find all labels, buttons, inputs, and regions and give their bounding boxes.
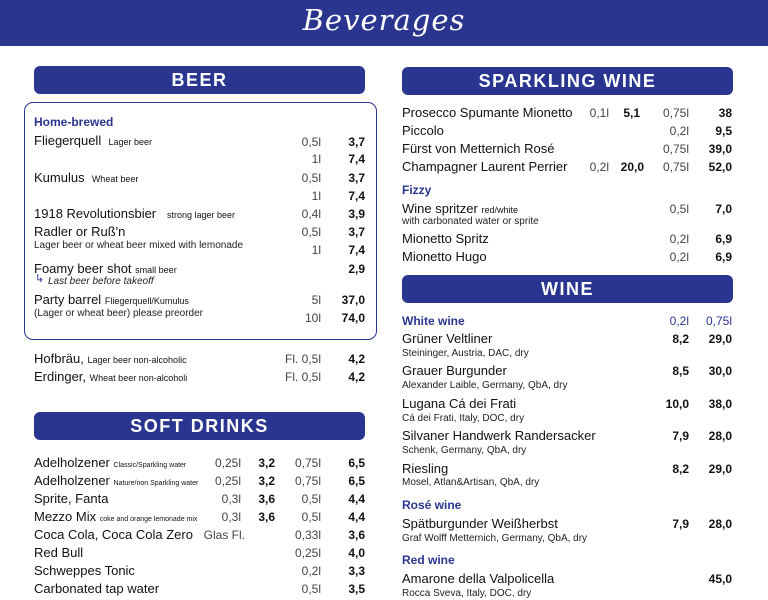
menu-item-name: Grauer Burgunder — [402, 363, 507, 378]
price: 4,0 — [348, 546, 365, 560]
volume: 1l — [311, 189, 321, 203]
volume: 0,75l — [294, 474, 321, 488]
menu-item-name: Coca Cola, Coca Cola Zero — [34, 527, 193, 542]
price: 7,9 — [672, 429, 689, 443]
price: 3,7 — [348, 225, 365, 239]
volume: 0,3l — [221, 492, 241, 506]
menu-item-name: Party barrel Fliegerquell/Kumulus — [34, 292, 189, 307]
price: 4,2 — [348, 370, 365, 384]
price: 38 — [718, 106, 732, 120]
menu-item-description: Cá dei Frati, Italy, DOC, dry — [402, 413, 525, 424]
volume: Glas Fl. — [203, 528, 245, 542]
rose-wine-label: Rosé wine — [402, 498, 462, 512]
menu-item-description: Rocca Sveva, Italy, DOC, dry — [402, 588, 532, 599]
price: 6,5 — [348, 474, 365, 488]
price: 7,9 — [672, 517, 689, 531]
menu-item-name: Adelholzener Classic/Sparkling water — [34, 455, 187, 470]
menu-item-description: Schenk, Germany, QbA, dry — [402, 445, 527, 456]
price: 8,2 — [672, 462, 689, 476]
price: 7,4 — [348, 243, 365, 257]
volume: 0,5l — [301, 225, 321, 239]
volume: 0,25l — [294, 546, 321, 560]
volume: 0,75l — [662, 106, 689, 120]
price: 6,5 — [348, 456, 365, 470]
volume: 0,75l — [294, 456, 321, 470]
volume: Fl. 0,5l — [284, 352, 321, 366]
price: 3,3 — [348, 564, 365, 578]
volume: 10l — [304, 311, 321, 325]
menu-item-name: Adelholzener Nature/non Sparkling water — [34, 473, 199, 488]
menu-item-description: Steininger, Austria, DAC, dry — [402, 348, 529, 359]
price: 2,9 — [348, 262, 365, 276]
price: 52,0 — [708, 160, 732, 174]
menu-item-name: Hofbräu, Lager beer non-alcoholic — [34, 351, 187, 366]
menu-item-description: Last beer before takeoff — [48, 276, 154, 287]
menu-item-name: Mionetto Hugo — [402, 249, 487, 264]
menu-item-name: Fürst von Metternich Rosé — [402, 141, 555, 156]
volume: 5l — [311, 293, 321, 307]
price: 3,7 — [348, 171, 365, 185]
price: 6,9 — [715, 232, 732, 246]
white-wine-label: White wine — [402, 314, 465, 328]
menu-item-name: Grüner Veltliner — [402, 331, 493, 346]
volume: 0,5l — [301, 510, 321, 524]
price: 3,6 — [258, 492, 275, 506]
menu-item-description: Lager beer or wheat beer mixed with lemonade — [34, 240, 244, 251]
menu-item-name: Carbonated tap water — [34, 581, 160, 596]
volume: 1l — [311, 243, 321, 257]
page-title: Beverages — [302, 3, 466, 37]
menu-item-description: with carbonated water or sprite — [402, 216, 539, 227]
volume: 0,2l — [589, 160, 609, 174]
menu-item-name: Red Bull — [34, 545, 84, 560]
price: 45,0 — [708, 572, 732, 586]
column-volume: 0,2l — [669, 314, 689, 328]
volume: 0,5l — [301, 492, 321, 506]
price: 3,7 — [348, 135, 365, 149]
menu-item-description: Graf Wolff Metternich, Germany, QbA, dry — [402, 533, 588, 544]
menu-item-name: Piccolo — [402, 123, 444, 138]
sparkling-wine-section-header: SPARKLING WINE — [402, 67, 733, 95]
price: 7,4 — [348, 189, 365, 203]
price: 37,0 — [341, 293, 365, 307]
menu-item-name: Champagner Laurent Perrier — [402, 159, 568, 174]
volume: 0,2l — [301, 564, 321, 578]
menu-item-name: Erdinger, Wheat beer non-alcoholi — [34, 369, 188, 384]
beer-section-header: BEER — [34, 66, 365, 94]
menu-item-name: 1918 Revolutionsbier strong lager beer — [34, 206, 236, 221]
volume: 0,5l — [301, 582, 321, 596]
menu-item-name: Mionetto Spritz — [402, 231, 489, 246]
price: 6,9 — [715, 250, 732, 264]
volume: 0,5l — [669, 202, 689, 216]
price: 10,0 — [665, 397, 689, 411]
volume: 0,75l — [662, 160, 689, 174]
soft-drinks-section-header: SOFT DRINKS — [34, 412, 365, 440]
price: 8,5 — [672, 364, 689, 378]
volume: 0,75l — [662, 142, 689, 156]
menu-item-name: Amarone della Valpolicella — [402, 571, 555, 586]
menu-item-name: Mezzo Mix coke and orange lemonade mix — [34, 509, 198, 524]
price: 29,0 — [708, 332, 732, 346]
price: 4,4 — [348, 510, 365, 524]
price: 39,0 — [708, 142, 732, 156]
price: 3,5 — [348, 582, 365, 596]
volume: 0,3l — [221, 510, 241, 524]
price: 3,6 — [258, 510, 275, 524]
volume: 0,2l — [669, 250, 689, 264]
menu-item-name: Riesling — [402, 461, 449, 476]
price: 29,0 — [708, 462, 732, 476]
volume: 1l — [311, 152, 321, 166]
volume: 0,2l — [669, 124, 689, 138]
price: 4,4 — [348, 492, 365, 506]
volume: 0,2l — [669, 232, 689, 246]
price: 3,9 — [348, 207, 365, 221]
menu-item-name: Lugana Cá dei Frati — [402, 396, 517, 411]
price: 3,2 — [258, 474, 275, 488]
volume: 0,25l — [214, 474, 241, 488]
menu-item-name: Schweppes Tonic — [34, 563, 135, 578]
red-wine-label: Red wine — [402, 553, 455, 567]
menu-item-name: Silvaner Handwerk Randersacker — [402, 428, 596, 443]
price: 38,0 — [708, 397, 732, 411]
menu-item-name: Wine spritzer red/white — [402, 201, 519, 216]
price: 7,0 — [715, 202, 732, 216]
volume: 0,4l — [301, 207, 321, 221]
price: 74,0 — [341, 311, 365, 325]
price: 28,0 — [708, 429, 732, 443]
volume: 0,25l — [214, 456, 241, 470]
volume: 0,5l — [301, 135, 321, 149]
price: 9,5 — [715, 124, 732, 138]
price: 5,1 — [623, 106, 640, 120]
arrow-icon: ↳ — [35, 273, 45, 285]
fizzy-label: Fizzy — [402, 183, 432, 197]
menu-item-name: Radler or Ruß'n — [34, 224, 126, 239]
price: 8,2 — [672, 332, 689, 346]
volume: 0,1l — [589, 106, 609, 120]
menu-item-description: Mosel, Atlan&Artisan, QbA, dry — [402, 477, 540, 488]
menu-item-name: Spätburgunder Weißherbst — [402, 516, 558, 531]
menu-item-name: Foamy beer shot small beer — [34, 261, 177, 276]
volume: Fl. 0,5l — [284, 370, 321, 384]
price: 28,0 — [708, 517, 732, 531]
price: 20,0 — [620, 160, 644, 174]
menu-item-name: Sprite, Fanta — [34, 491, 109, 506]
price: 3,2 — [258, 456, 275, 470]
price: 7,4 — [348, 152, 365, 166]
column-volume: 0,75l — [705, 314, 732, 328]
volume: 0,33l — [294, 528, 321, 542]
home-brewed-label: Home-brewed — [34, 115, 114, 129]
wine-section-header: WINE — [402, 275, 733, 303]
header-bar — [0, 0, 768, 46]
price: 4,2 — [348, 352, 365, 366]
menu-item-description: Alexander Laible, Germany, QbA, dry — [402, 380, 568, 391]
price: 30,0 — [708, 364, 732, 378]
menu-item-name: Kumulus Wheat beer — [34, 170, 139, 185]
menu-item-description: (Lager or wheat beer) please preorder — [34, 308, 203, 319]
menu-item-name: Prosecco Spumante Mionetto — [402, 105, 573, 120]
volume: 0,5l — [301, 171, 321, 185]
price: 3,6 — [348, 528, 365, 542]
menu-item-name: Fliegerquell Lager beer — [34, 133, 152, 148]
